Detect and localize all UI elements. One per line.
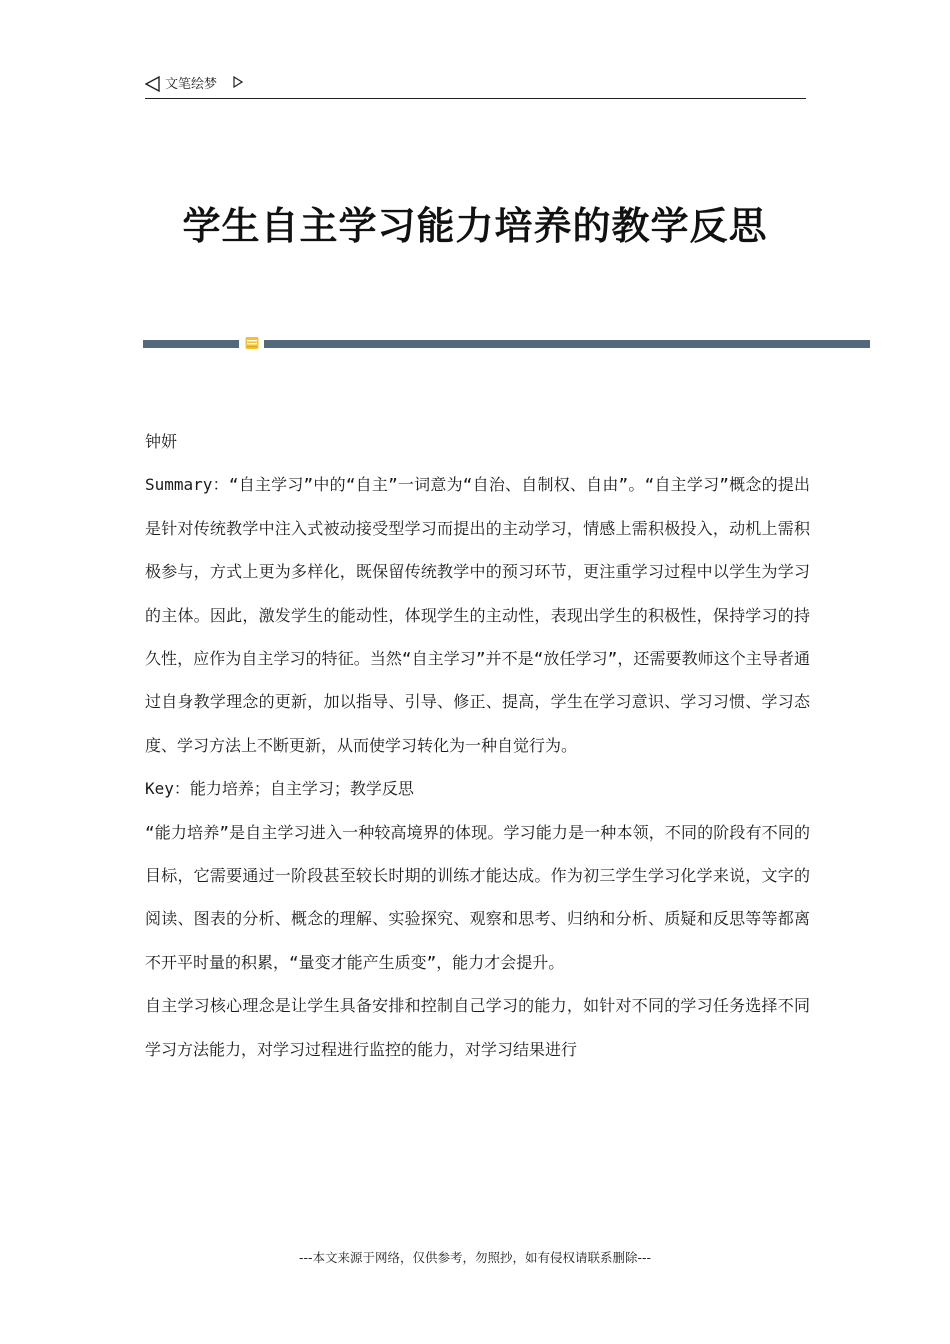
author-name: 钟妍 bbox=[145, 432, 178, 451]
keywords-line: Key：能力培养；自主学习；教学反思 bbox=[145, 779, 414, 799]
header-brand: 文笔绘梦 bbox=[165, 77, 218, 92]
body-paragraph: 自主学习核心理念是让学生具备安排和控制自己学习的能力，如针对不同的学习任务选择不同学习方法能力，对学习过程进行监控的能力，对学习结果进行 bbox=[145, 996, 810, 1059]
article-body bbox=[145, 420, 810, 1071]
summary-paragraph: Summary：“自主学习”中的“自主”一词意为“自治、自制权、自由”。“自主学习”概念的提出是针对传统教学中注入式被动接受型学习而提出的主动学习，情感上需积极投入，动机上需积极参与，方式上更为多样化，既保留传统教学中的预习环节，更注重学习过程中以学生为学习的主体。因此，激发学生的能动性，体现学生的主动性，表现出学生的积极性，保持学习的持久性，应作为自主学习的特征。当然“自主学习”并不是“放任学习”，还需要教师这个主导者通过自身教学理念的更新，加以指导、引导、修正、提高，学生在学习意识、学习习惯、学习态度、学习方法上不断更新，从而使学习转化为一种自觉行为。 bbox=[145, 475, 810, 755]
body-paragraph: “能力培养”是自主学习进入一种较高境界的体现。学习能力是一种本领，不同的阶段有不同的目标，它需要通过一阶段甚至较长时期的训练才能达成。作为初三学生学习化学来说，文字的阅读、图表的分析、概念的理解、实验探究、观察和思考、归纳和分析、质疑和反思等等都离不开平时量的积累，“量变才能产生质变”，能力才会提升。 bbox=[145, 822, 810, 972]
book-emblem-icon bbox=[245, 336, 259, 350]
title-divider bbox=[143, 336, 870, 350]
document-title: 学生自主学习能力培养的教学反思 bbox=[182, 204, 768, 248]
divider-bar-right bbox=[264, 340, 870, 348]
triangle-left-icon bbox=[145, 76, 161, 92]
page-footer-disclaimer: ---本文来源于网络，仅供参考，勿照抄，如有侵权请联系删除--- bbox=[298, 1250, 652, 1265]
page-header bbox=[145, 74, 806, 99]
divider-bar-left bbox=[143, 340, 239, 348]
triangle-right-icon bbox=[233, 76, 243, 88]
